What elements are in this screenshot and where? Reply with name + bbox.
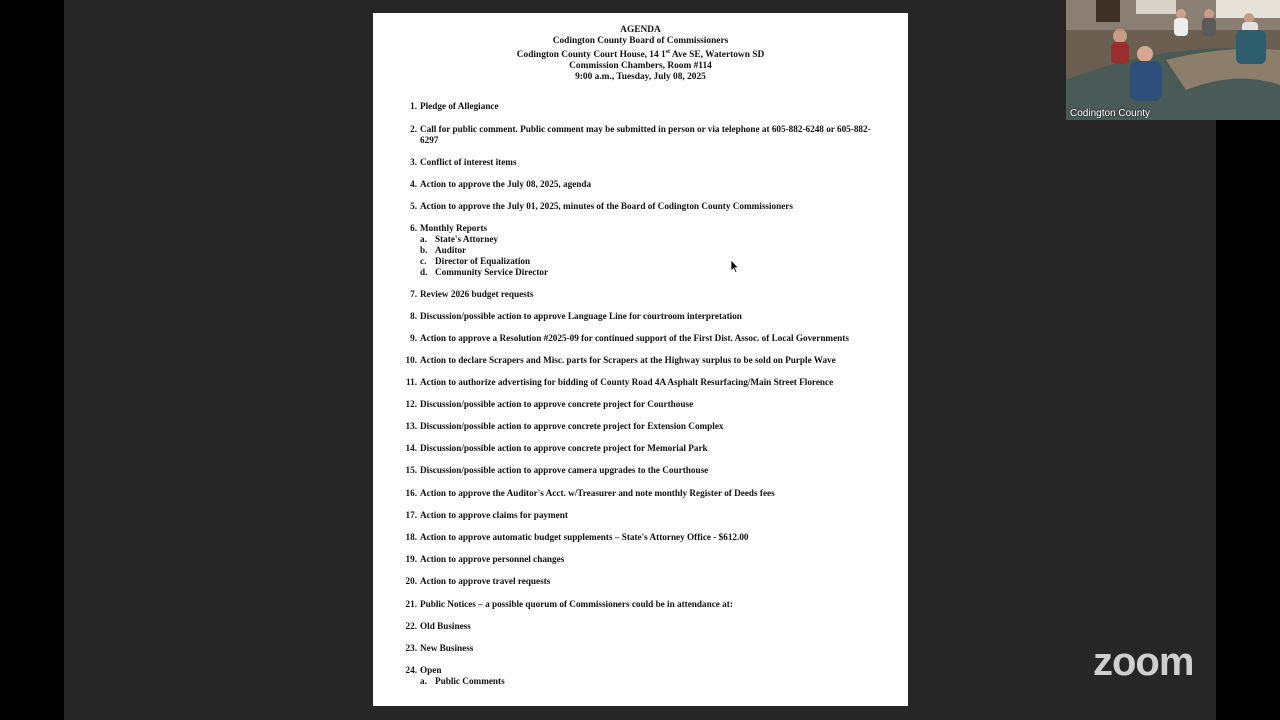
sub-item: c. Director of Equalization [420, 256, 531, 266]
participant-name-label: Codington County [1070, 108, 1151, 119]
sub-item: a. Public Comments [420, 676, 505, 686]
board-name: Codington County Board of Commissioners [552, 36, 729, 46]
mouse-cursor-icon [730, 259, 740, 273]
room-line: Commission Chambers, Room #114 [569, 61, 712, 72]
agenda-header [401, 25, 880, 83]
monthly-reports-sublist [420, 234, 888, 278]
shared-agenda-document: AGENDA Codington County Board of Commissioners Codington County Court House, 14 1st Ave SE, Watertown SD Commission Chambers, Room #114 9:00 a.m., Tuesday, July 08, 2025 1. Pledge of Allegiance 2. Call for public comment. Public comment may be submitted in person or via telephone at 605-882-6248 or 605-882-6297 3. Conflict of interest items 4. Action to approve the July 08, 2025, agenda 5. Action to approve the July 01, 2025, minutes of the Board of Codington County Commissioners 6. Monthly Reports a. State's Attorney b. Auditor c. Director of Equalization d. Community Service Director 7. Review 2026 budget requests 8. Discussion/possible action to approve Language Line for courtroom interpretation 9. Action to approve a Resolution #2025-09 for continued support of the First Dist. Assoc. of Local Governments 10. Action to declare Scrapers and Misc. parts for Scrapers at the Highway surplus to be sold on Purple Wave 11. Action to authorize advertising for bidding of County Road 4A Asphalt Resurfacing/Main Street Florence 12. Discussion/possible action to approve concrete project for Courthouse 13. Discussion/possible action to approve concrete project for Extension Complex 14. Discussion/possible action to approve concrete project for Memorial Park 15. Discussion/possible action to approve camera upgrades to the Courthouse 16. Action to approve the Auditor's Acct. w/Treasurer and note monthly Register of Deeds fees 17. Action to approve claims for payment 18. Action to approve automatic budget supplements – State's Attorney Office - $612.00 19. Action to approve personnel changes 20. Action to approve travel requests 21. Public Notices – a possible quorum of Commissioners could be in attendance at: 22. Old Business 23. New Business 24. Open a. Public Comments [373, 13, 908, 706]
zoom-logo: zoom [1093, 640, 1194, 684]
sub-item: b. Auditor [420, 245, 467, 255]
meeting-room-video-icon [1066, 0, 1280, 120]
date-time-line: 9:00 a.m., Tuesday, July 08, 2025 [575, 72, 706, 83]
sub-item: d. Community Service Director [420, 267, 549, 277]
participant-video-thumbnail[interactable] [1066, 0, 1280, 120]
location-line: Codington County Court House, 14 1st Ave SE, Watertown SD [516, 49, 765, 61]
sub-item: a. State's Attorney [420, 234, 499, 244]
agenda-title: AGENDA [620, 25, 661, 35]
open-sublist [420, 676, 888, 687]
